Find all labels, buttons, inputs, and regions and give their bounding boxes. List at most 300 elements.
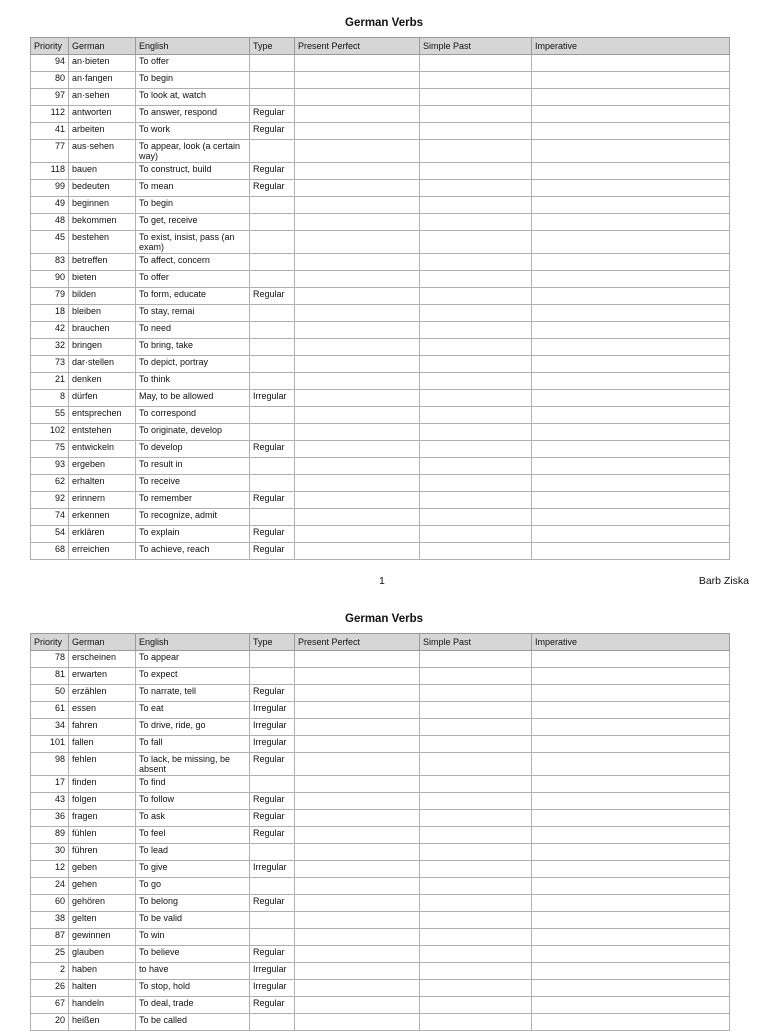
english-cell: To win xyxy=(136,929,250,946)
german-cell: geben xyxy=(69,861,136,878)
german-cell: beginnen xyxy=(69,197,136,214)
present-perfect-cell xyxy=(295,197,420,214)
english-cell: To recognize, admit xyxy=(136,509,250,526)
column-header-type: Type xyxy=(250,634,295,651)
priority-cell: 93 xyxy=(31,458,69,475)
german-cell: brauchen xyxy=(69,322,136,339)
present-perfect-cell xyxy=(295,407,420,424)
type-cell xyxy=(250,929,295,946)
imperative-cell xyxy=(532,458,730,475)
english-cell: To fall xyxy=(136,736,250,753)
english-cell: To explain xyxy=(136,526,250,543)
table-row xyxy=(31,140,730,163)
english-cell: To feel xyxy=(136,827,250,844)
page-number: 1 xyxy=(379,575,385,587)
priority-cell: 92 xyxy=(31,492,69,509)
simple-past-cell xyxy=(420,946,532,963)
priority-cell: 68 xyxy=(31,543,69,560)
table-row xyxy=(31,844,730,861)
simple-past-cell xyxy=(420,322,532,339)
simple-past-cell xyxy=(420,719,532,736)
english-cell: To offer xyxy=(136,55,250,72)
present-perfect-cell xyxy=(295,305,420,322)
english-cell: To construct, build xyxy=(136,163,250,180)
simple-past-cell xyxy=(420,685,532,702)
type-cell xyxy=(250,231,295,254)
simple-past-cell xyxy=(420,288,532,305)
present-perfect-cell xyxy=(295,231,420,254)
present-perfect-cell xyxy=(295,288,420,305)
table-row xyxy=(31,895,730,912)
priority-cell: 8 xyxy=(31,390,69,407)
type-cell: Regular xyxy=(250,827,295,844)
table-row xyxy=(31,526,730,543)
column-header-present-perfect: Present Perfect xyxy=(295,634,420,651)
english-cell: To develop xyxy=(136,441,250,458)
simple-past-cell xyxy=(420,844,532,861)
present-perfect-cell xyxy=(295,719,420,736)
imperative-cell xyxy=(532,895,730,912)
table-row xyxy=(31,458,730,475)
priority-cell: 32 xyxy=(31,339,69,356)
author-name: Barb Ziska xyxy=(698,575,749,587)
english-cell: To look at, watch xyxy=(136,89,250,106)
simple-past-cell xyxy=(420,197,532,214)
type-cell xyxy=(250,424,295,441)
priority-cell: 36 xyxy=(31,810,69,827)
priority-cell: 2 xyxy=(31,963,69,980)
english-cell: May, to be allowed xyxy=(136,390,250,407)
german-cell: bekommen xyxy=(69,214,136,231)
german-cell: bieten xyxy=(69,271,136,288)
english-cell: To originate, develop xyxy=(136,424,250,441)
english-cell: To result in xyxy=(136,458,250,475)
german-cell: gelten xyxy=(69,912,136,929)
english-cell: To deal, trade xyxy=(136,997,250,1014)
simple-past-cell xyxy=(420,929,532,946)
imperative-cell xyxy=(532,305,730,322)
german-cell: fühlen xyxy=(69,827,136,844)
simple-past-cell xyxy=(420,106,532,123)
simple-past-cell xyxy=(420,89,532,106)
imperative-cell xyxy=(532,407,730,424)
present-perfect-cell xyxy=(295,475,420,492)
table-row xyxy=(31,929,730,946)
page-title: German Verbs xyxy=(345,17,423,29)
present-perfect-cell xyxy=(295,458,420,475)
simple-past-cell xyxy=(420,424,532,441)
german-cell: arbeiten xyxy=(69,123,136,140)
table-row xyxy=(31,719,730,736)
priority-cell: 18 xyxy=(31,305,69,322)
present-perfect-cell xyxy=(295,543,420,560)
column-header-english: English xyxy=(136,634,250,651)
present-perfect-cell xyxy=(295,685,420,702)
imperative-cell xyxy=(532,475,730,492)
simple-past-cell xyxy=(420,997,532,1014)
simple-past-cell xyxy=(420,390,532,407)
imperative-cell xyxy=(532,980,730,997)
english-cell: To correspond xyxy=(136,407,250,424)
priority-cell: 98 xyxy=(31,753,69,776)
present-perfect-cell xyxy=(295,776,420,793)
type-cell xyxy=(250,458,295,475)
type-cell: Regular xyxy=(250,793,295,810)
german-cell: bedeuten xyxy=(69,180,136,197)
english-cell: To believe xyxy=(136,946,250,963)
english-cell: to have xyxy=(136,963,250,980)
present-perfect-cell xyxy=(295,526,420,543)
imperative-cell xyxy=(532,356,730,373)
german-cell: führen xyxy=(69,844,136,861)
type-cell: Regular xyxy=(250,753,295,776)
simple-past-cell xyxy=(420,458,532,475)
priority-cell: 83 xyxy=(31,254,69,271)
imperative-cell xyxy=(532,254,730,271)
imperative-cell xyxy=(532,878,730,895)
imperative-cell xyxy=(532,89,730,106)
imperative-cell xyxy=(532,702,730,719)
simple-past-cell xyxy=(420,810,532,827)
type-cell xyxy=(250,912,295,929)
type-cell: Regular xyxy=(250,895,295,912)
simple-past-cell xyxy=(420,475,532,492)
german-cell: erinnern xyxy=(69,492,136,509)
present-perfect-cell xyxy=(295,339,420,356)
german-cell: gehen xyxy=(69,878,136,895)
table-row xyxy=(31,106,730,123)
priority-cell: 49 xyxy=(31,197,69,214)
german-cell: dar·stellen xyxy=(69,356,136,373)
table-row xyxy=(31,810,730,827)
simple-past-cell xyxy=(420,526,532,543)
german-cell: glauben xyxy=(69,946,136,963)
english-cell: To form, educate xyxy=(136,288,250,305)
simple-past-cell xyxy=(420,407,532,424)
imperative-cell xyxy=(532,963,730,980)
priority-cell: 74 xyxy=(31,509,69,526)
table-row xyxy=(31,827,730,844)
type-cell xyxy=(250,72,295,89)
present-perfect-cell xyxy=(295,271,420,288)
type-cell xyxy=(250,305,295,322)
imperative-cell xyxy=(532,492,730,509)
simple-past-cell xyxy=(420,373,532,390)
german-cell: essen xyxy=(69,702,136,719)
table-row xyxy=(31,702,730,719)
type-cell: Regular xyxy=(250,543,295,560)
present-perfect-cell xyxy=(295,322,420,339)
priority-cell: 89 xyxy=(31,827,69,844)
table-row xyxy=(31,793,730,810)
english-cell: To stay, remai xyxy=(136,305,250,322)
simple-past-cell xyxy=(420,668,532,685)
present-perfect-cell xyxy=(295,106,420,123)
simple-past-cell xyxy=(420,441,532,458)
table-row xyxy=(31,55,730,72)
imperative-cell xyxy=(532,810,730,827)
imperative-cell xyxy=(532,946,730,963)
imperative-cell xyxy=(532,651,730,668)
english-cell: To get, receive xyxy=(136,214,250,231)
type-cell xyxy=(250,407,295,424)
table-header-row xyxy=(31,38,730,55)
english-cell: To lack, be missing, be absent xyxy=(136,753,250,776)
type-cell: Regular xyxy=(250,526,295,543)
table-row xyxy=(31,1014,730,1031)
imperative-cell xyxy=(532,123,730,140)
priority-cell: 102 xyxy=(31,424,69,441)
present-perfect-cell xyxy=(295,509,420,526)
english-cell: To appear xyxy=(136,651,250,668)
simple-past-cell xyxy=(420,980,532,997)
priority-cell: 45 xyxy=(31,231,69,254)
german-cell: fragen xyxy=(69,810,136,827)
imperative-cell xyxy=(532,997,730,1014)
imperative-cell xyxy=(532,163,730,180)
simple-past-cell xyxy=(420,72,532,89)
german-cell: gehören xyxy=(69,895,136,912)
german-cell: haben xyxy=(69,963,136,980)
table-row xyxy=(31,197,730,214)
priority-cell: 81 xyxy=(31,668,69,685)
imperative-cell xyxy=(532,288,730,305)
imperative-cell xyxy=(532,231,730,254)
present-perfect-cell xyxy=(295,912,420,929)
present-perfect-cell xyxy=(295,878,420,895)
imperative-cell xyxy=(532,140,730,163)
english-cell: To go xyxy=(136,878,250,895)
table-row xyxy=(31,356,730,373)
english-cell: To stop, hold xyxy=(136,980,250,997)
english-cell: To appear, look (a certain way) xyxy=(136,140,250,163)
english-cell: To expect xyxy=(136,668,250,685)
simple-past-cell xyxy=(420,305,532,322)
simple-past-cell xyxy=(420,753,532,776)
english-cell: To eat xyxy=(136,702,250,719)
priority-cell: 87 xyxy=(31,929,69,946)
imperative-cell xyxy=(532,543,730,560)
column-header-german: German xyxy=(69,38,136,55)
present-perfect-cell xyxy=(295,89,420,106)
simple-past-cell xyxy=(420,861,532,878)
table-row xyxy=(31,322,730,339)
table-row xyxy=(31,407,730,424)
table-row xyxy=(31,254,730,271)
german-cell: denken xyxy=(69,373,136,390)
type-cell: Irregular xyxy=(250,702,295,719)
simple-past-cell xyxy=(420,1014,532,1031)
table-row xyxy=(31,123,730,140)
type-cell xyxy=(250,214,295,231)
present-perfect-cell xyxy=(295,254,420,271)
priority-cell: 20 xyxy=(31,1014,69,1031)
column-header-priority: Priority xyxy=(31,38,69,55)
type-cell: Regular xyxy=(250,997,295,1014)
column-header-simple-past: Simple Past xyxy=(420,38,532,55)
type-cell xyxy=(250,339,295,356)
type-cell: Regular xyxy=(250,946,295,963)
simple-past-cell xyxy=(420,180,532,197)
german-cell: ergeben xyxy=(69,458,136,475)
simple-past-cell xyxy=(420,963,532,980)
column-header-present-perfect: Present Perfect xyxy=(295,38,420,55)
present-perfect-cell xyxy=(295,668,420,685)
priority-cell: 99 xyxy=(31,180,69,197)
german-cell: entsprechen xyxy=(69,407,136,424)
english-cell: To mean xyxy=(136,180,250,197)
simple-past-cell xyxy=(420,776,532,793)
priority-cell: 60 xyxy=(31,895,69,912)
german-cell: halten xyxy=(69,980,136,997)
english-cell: To be valid xyxy=(136,912,250,929)
english-cell: To narrate, tell xyxy=(136,685,250,702)
type-cell xyxy=(250,254,295,271)
imperative-cell xyxy=(532,373,730,390)
german-cell: fallen xyxy=(69,736,136,753)
imperative-cell xyxy=(532,776,730,793)
german-cell: an·fangen xyxy=(69,72,136,89)
simple-past-cell xyxy=(420,702,532,719)
english-cell: To achieve, reach xyxy=(136,543,250,560)
imperative-cell xyxy=(532,1014,730,1031)
imperative-cell xyxy=(532,912,730,929)
table-row xyxy=(31,861,730,878)
simple-past-cell xyxy=(420,356,532,373)
english-cell: To bring, take xyxy=(136,339,250,356)
present-perfect-cell xyxy=(295,123,420,140)
type-cell xyxy=(250,844,295,861)
german-cell: fehlen xyxy=(69,753,136,776)
table-row xyxy=(31,543,730,560)
simple-past-cell xyxy=(420,827,532,844)
simple-past-cell xyxy=(420,231,532,254)
table-row xyxy=(31,668,730,685)
german-cell: erreichen xyxy=(69,543,136,560)
priority-cell: 48 xyxy=(31,214,69,231)
german-cell: an·bieten xyxy=(69,55,136,72)
present-perfect-cell xyxy=(295,163,420,180)
german-cell: antworten xyxy=(69,106,136,123)
german-cell: bleiben xyxy=(69,305,136,322)
present-perfect-cell xyxy=(295,702,420,719)
german-cell: bringen xyxy=(69,339,136,356)
priority-cell: 90 xyxy=(31,271,69,288)
present-perfect-cell xyxy=(295,140,420,163)
imperative-cell xyxy=(532,271,730,288)
imperative-cell xyxy=(532,827,730,844)
column-header-simple-past: Simple Past xyxy=(420,634,532,651)
english-cell: To begin xyxy=(136,72,250,89)
type-cell: Regular xyxy=(250,441,295,458)
english-cell: To remember xyxy=(136,492,250,509)
simple-past-cell xyxy=(420,55,532,72)
english-cell: To depict, portray xyxy=(136,356,250,373)
table-row xyxy=(31,373,730,390)
simple-past-cell xyxy=(420,163,532,180)
english-cell: To offer xyxy=(136,271,250,288)
priority-cell: 80 xyxy=(31,72,69,89)
type-cell xyxy=(250,878,295,895)
type-cell: Regular xyxy=(250,810,295,827)
type-cell: Irregular xyxy=(250,719,295,736)
english-cell: To belong xyxy=(136,895,250,912)
table-row xyxy=(31,912,730,929)
simple-past-cell xyxy=(420,123,532,140)
german-cell: dürfen xyxy=(69,390,136,407)
imperative-cell xyxy=(532,509,730,526)
german-cell: entstehen xyxy=(69,424,136,441)
type-cell xyxy=(250,776,295,793)
column-header-imperative: Imperative xyxy=(532,634,730,651)
table-row xyxy=(31,424,730,441)
present-perfect-cell xyxy=(295,736,420,753)
type-cell: Regular xyxy=(250,106,295,123)
verbs-table xyxy=(30,37,730,560)
priority-cell: 38 xyxy=(31,912,69,929)
german-cell: gewinnen xyxy=(69,929,136,946)
present-perfect-cell xyxy=(295,793,420,810)
german-cell: bauen xyxy=(69,163,136,180)
table-row xyxy=(31,963,730,980)
table-row xyxy=(31,180,730,197)
type-cell: Irregular xyxy=(250,390,295,407)
priority-cell: 79 xyxy=(31,288,69,305)
table-row xyxy=(31,736,730,753)
priority-cell: 42 xyxy=(31,322,69,339)
present-perfect-cell xyxy=(295,929,420,946)
table-row xyxy=(31,163,730,180)
german-cell: betreffen xyxy=(69,254,136,271)
simple-past-cell xyxy=(420,339,532,356)
priority-cell: 61 xyxy=(31,702,69,719)
german-cell: bestehen xyxy=(69,231,136,254)
imperative-cell xyxy=(532,719,730,736)
imperative-cell xyxy=(532,736,730,753)
german-cell: erwarten xyxy=(69,668,136,685)
priority-cell: 77 xyxy=(31,140,69,163)
type-cell xyxy=(250,668,295,685)
simple-past-cell xyxy=(420,214,532,231)
present-perfect-cell xyxy=(295,946,420,963)
simple-past-cell xyxy=(420,543,532,560)
column-header-english: English xyxy=(136,38,250,55)
type-cell: Regular xyxy=(250,492,295,509)
german-cell: entwickeln xyxy=(69,441,136,458)
table-row xyxy=(31,72,730,89)
english-cell: To lead xyxy=(136,844,250,861)
present-perfect-cell xyxy=(295,895,420,912)
table-row xyxy=(31,89,730,106)
simple-past-cell xyxy=(420,793,532,810)
english-cell: To follow xyxy=(136,793,250,810)
priority-cell: 41 xyxy=(31,123,69,140)
column-header-german: German xyxy=(69,634,136,651)
german-cell: bilden xyxy=(69,288,136,305)
column-header-imperative: Imperative xyxy=(532,38,730,55)
present-perfect-cell xyxy=(295,180,420,197)
type-cell xyxy=(250,89,295,106)
type-cell: Regular xyxy=(250,288,295,305)
present-perfect-cell xyxy=(295,424,420,441)
present-perfect-cell xyxy=(295,651,420,668)
type-cell: Regular xyxy=(250,123,295,140)
table-row xyxy=(31,685,730,702)
german-cell: an·sehen xyxy=(69,89,136,106)
table-row xyxy=(31,288,730,305)
present-perfect-cell xyxy=(295,861,420,878)
present-perfect-cell xyxy=(295,55,420,72)
